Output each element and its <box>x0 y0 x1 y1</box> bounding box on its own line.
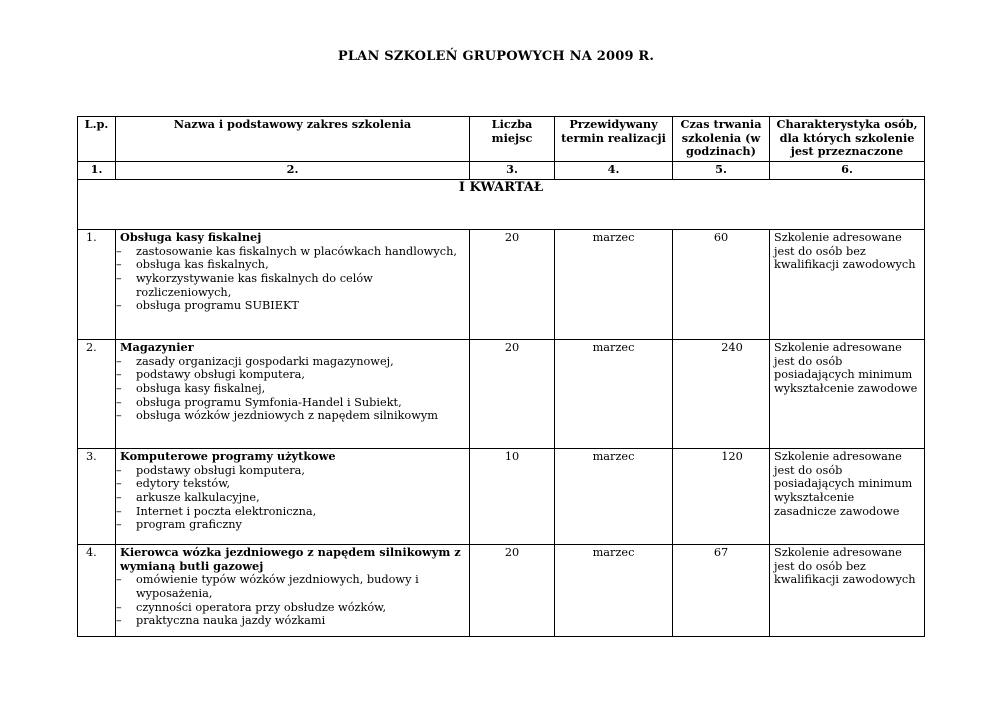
topic-item: – Internet i poczta elektroniczna, <box>120 505 465 519</box>
topic-item: – obsługa kas fiskalnych, <box>120 258 465 272</box>
row-hours: 240 <box>673 339 770 448</box>
training-plan-table <box>77 116 925 637</box>
header-name: Nazwa i podstawowy zakres szkolenia <box>116 117 470 162</box>
column-number: 6. <box>770 162 925 180</box>
row-seats: 20 <box>470 339 555 448</box>
topic-item: – omówienie typów wózków jezdniowych, budowy i wyposażenia, <box>120 573 465 600</box>
course-title: Magazynier <box>120 339 194 354</box>
row-audience: Szkolenie adresowane jest do osób posiadających minimum wykształcenie zasadnicze zawodowe <box>770 448 925 544</box>
table-row <box>78 448 925 544</box>
header-row <box>78 117 925 162</box>
topic-item: – edytory tekstów, <box>120 477 465 491</box>
row-hours: 60 <box>673 229 770 339</box>
row-lp: 4. <box>78 544 116 636</box>
topic-item: – program graficzny <box>120 518 465 532</box>
table-row <box>78 229 925 339</box>
topic-item: – zastosowanie kas fiskalnych w placówkach handlowych, <box>120 245 465 259</box>
course-title: Obsługa kasy fiskalnej <box>120 229 262 244</box>
column-number-row <box>78 162 925 180</box>
topic-list <box>120 464 465 533</box>
row-term: marzec <box>555 339 673 448</box>
row-lp: 2. <box>78 339 116 448</box>
row-course <box>116 544 470 636</box>
course-title: Kierowca wózka jezdniowego z napędem silnikowym z wymianą butli gazowej <box>120 544 461 573</box>
row-term: marzec <box>555 229 673 339</box>
row-lp: 3. <box>78 448 116 544</box>
topic-item: – obsługa programu SUBIEKT <box>120 299 465 313</box>
row-course <box>116 339 470 448</box>
row-seats: 10 <box>470 448 555 544</box>
table-row <box>78 339 925 448</box>
course-title: Komputerowe programy użytkowe <box>120 448 336 463</box>
column-number: 3. <box>470 162 555 180</box>
row-audience: Szkolenie adresowane jest do osób bez kwalifikacji zawodowych <box>770 544 925 636</box>
header-lp: L.p. <box>78 117 116 162</box>
topic-item: – obsługa programu Symfonia-Handel i Subiekt, <box>120 396 465 410</box>
row-seats: 20 <box>470 544 555 636</box>
column-number: 1. <box>78 162 116 180</box>
header-audience: Charakterystyka osób, dla których szkolenie jest przeznaczone <box>770 117 925 162</box>
row-course <box>116 448 470 544</box>
topic-item: – wykorzystywanie kas fiskalnych do celów rozliczeniowych, <box>120 272 465 299</box>
page-title: PLAN SZKOLEŃ GRUPOWYCH NA 2009 R. <box>337 49 655 64</box>
column-number: 5. <box>673 162 770 180</box>
column-number: 2. <box>116 162 470 180</box>
column-number: 4. <box>555 162 673 180</box>
topic-item: – obsługa kasy fiskalnej, <box>120 382 465 396</box>
topic-item: – arkusze kalkulacyjne, <box>120 491 465 505</box>
row-hours: 67 <box>673 544 770 636</box>
quarter-row <box>78 179 925 229</box>
topic-list <box>120 245 465 314</box>
header-seats: Liczba miejsc <box>470 117 555 162</box>
topic-item: – zasady organizacji gospodarki magazynowej, <box>120 355 465 369</box>
topic-item: – podstawy obsługi komputera, <box>120 368 465 382</box>
header-hours: Czas trwania szkolenia (w godzinach) <box>673 117 770 162</box>
topic-list <box>120 573 465 628</box>
row-hours: 120 <box>673 448 770 544</box>
topic-item: – praktyczna nauka jazdy wózkami <box>120 614 465 628</box>
row-seats: 20 <box>470 229 555 339</box>
row-course <box>116 229 470 339</box>
topic-item: – podstawy obsługi komputera, <box>120 464 465 478</box>
row-audience: Szkolenie adresowane jest do osób posiadających minimum wykształcenie zawodowe <box>770 339 925 448</box>
row-audience: Szkolenie adresowane jest do osób bez kwalifikacji zawodowych <box>770 229 925 339</box>
header-term: Przewidywany termin realizacji <box>555 117 673 162</box>
topic-item: – obsługa wózków jezdniowych z napędem silnikowym <box>120 409 465 423</box>
table-row <box>78 544 925 636</box>
row-term: marzec <box>555 544 673 636</box>
row-term: marzec <box>555 448 673 544</box>
topic-item: – czynności operatora przy obsłudze wózków, <box>120 601 465 615</box>
topic-list <box>120 355 465 424</box>
row-lp: 1. <box>78 229 116 339</box>
quarter-label: I KWARTAŁ <box>78 179 925 229</box>
